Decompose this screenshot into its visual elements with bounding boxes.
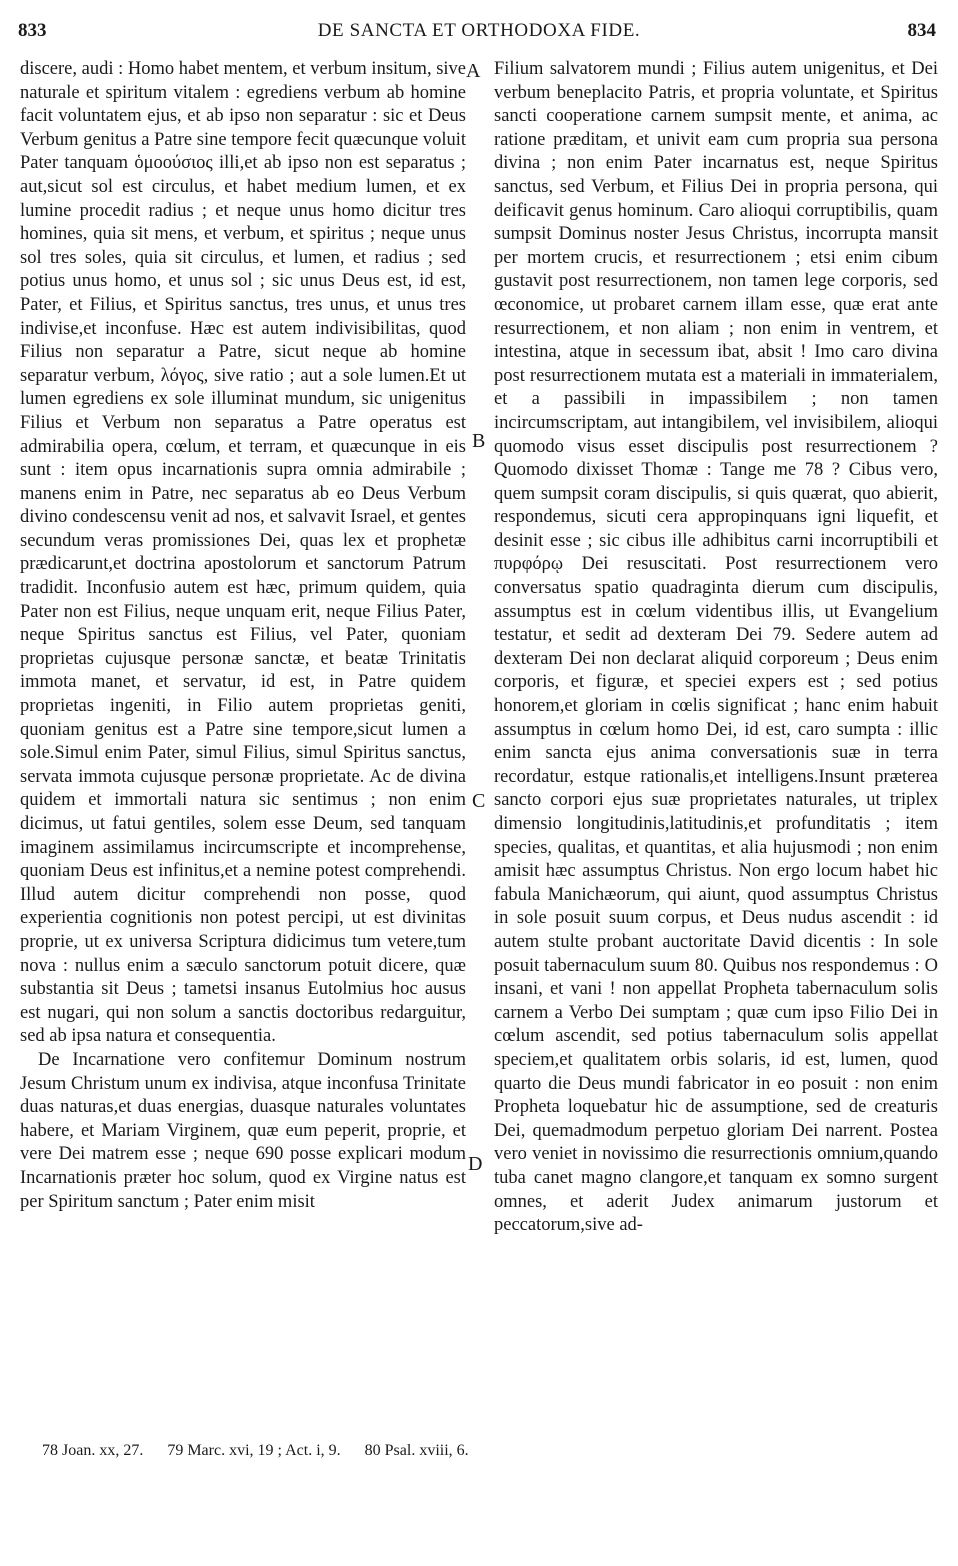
page-number-right: 834 — [907, 20, 936, 41]
margin-letter-d: D — [468, 1153, 483, 1175]
paragraph: discere, audi : Homo habet mentem, et verbum insitum, sive naturale et spiritum vitalem : egrediens verbum ab homine facit voluntatem ejus, et ab ipso non separatur : sic et Deus Verbum genitus a Patre sine tempore fecit quæcunque voluit Pater tanquam ὁμοούσιος illi,et ab ipso non est separatus ; aut,sicut sol est circulus, et habet medium lumen, et ex lumine procedit radius ; et neque unus homo dicitur tres homines, quia sit mens, et verbum, et spiritus ; neque unus sol tres soles, quia sit circulus, et lumen, et radius ; sed potius unus homo, et unus sol ; sic unus Deus est, id est, Pater, et Filius, et Spiritus sanctus, tres unus, et unus tres indivise,et inconfuse. Hæc est autem indivisibilitas, quod Filius non separatur a Patre, sicut neque ab homine separatur verbum, λόγος, sive ratio ; aut a sole lumen.Et ut lumen egrediens ex sole illuminat mundum, sic unigenitus Filius et Verbum non separatus a Patre operatus est admirabilia opera, cœlum, et terram, et quæcunque in eis sunt : item opus incarnationis supra omnia admirabile ; manens enim in Patre, nec separatus ab eo Deus Verbum divino condescensu venit ad nos, et salvavit Israel, et gentes secundum veras promissiones Dei, quas lex et prophetæ prædicarunt,et doctrina apostolorum et sanctorum Patrum tradidit. Inconfusio autem est hæc, primum quidem, quia Pater non est Filius, neque unquam erit, neque Filius Pater, neque Spiritus sanctus est Filius, vel Pater, quoniam proprietas cujusque personæ sanctæ, et beatæ Trinitatis immota manet, et servatur, id est, in Patre quidem proprietas ingeniti, in Filio autem proprietas geniti, quoniam genitus est a Patre sine tempore,sicut lumen a sole.Simul enim Pater, simul Filius, simul Spiritus sanctus, servata immota cujusque personæ proprietate. Ac de divina quidem et immortali natura sic sentimus ; non enim dicimus, ut fatui gentiles, solem esse Deum, sed tanquam imaginem assimilamus incircumscripte et incomprehense, quoniam Deus est infinitus,et a nemine potest comprehendi. Illud autem dicitur comprehendi non posse, quod experientia cognitionis non potest percipi, ut est divinitas proprie, ut ex universa Scriptura didicimus tum vetere,tum nova : nullus enim a sæculo sanctorum potuit dicere, quæ substantia sit Deus ; tametsi insanus Eutolmius hoc ausus est nugari, qui non solum a sanctis doctoribus redarguitur, sed ab ipsa natura et consequentia. — [20, 59, 466, 1047]
footnote-78: 78 Joan. xx, 27. — [42, 1442, 144, 1459]
margin-letter-c: C — [472, 790, 486, 812]
footnote-80: 80 Psal. xviii, 6. — [364, 1442, 469, 1459]
margin-letter-b: B — [472, 430, 486, 452]
paragraph: De Incarnatione vero confitemur Dominum nostrum Jesum Christum unum ex indivisa, atque inconfusa Trinitate duas naturas,et duas energias, duasque naturales voluntates habere, et Mariam Virginem, quæ eum peperit, proprie, et vere Dei matrem esse ; neque 690 posse explicari modum Incarnationis præter hoc solum, quod ex Virgine natus est per Spiritum sanctum ; Pater enim misit — [20, 1049, 466, 1212]
page-number-left: 833 — [18, 20, 47, 41]
footnote-79: 79 Marc. xvi, 19 ; Act. i, 9. — [167, 1442, 341, 1459]
paragraph: Filium salvatorem mundi ; Filius autem unigenitus, et Dei verbum beneplacito Patris, et propria voluntate, et Spiritus sancti cooperatione carnem sumpsit mente, et anima, ac ratione præditam, et univit eam cum propria sua persona divina ; non enim Pater incarnatus est, neque Spiritus sanctus, sed Verbum, et Filius Dei in propria persona, qui deificavit genus hominum. Caro alioqui corruptibilis, quam sumpsit Dominus noster Jesus Christus, incorrupta mansit per mortem crucis, et resurrectionem ; etsi enim cibum gustavit post resurrectionem, non tamen lege corporis, sed œconomice, ut probaret carnem illam esse, quæ erat ante resurrectionem, et non aliam ; non enim in ventrem, et intestina, atque in secessum ibat, absit ! Imo caro divina post resurrectionem mutata est a materiali in immaterialem, et a passibili in impassibilem ; non tamen incircumscriptam, aut intangibilem, vel invisibilem, alioqui quomodo visus esset discipulis post resurrectionem ? Quomodo dixisset Thomæ : Tange me 78 ? Cibus vero, quem sumpsit coram discipulis, si quis quærat, quo abierit, respondemus, sicuti cera appropinquans igni liquefit, et desinit esse ; sic cibus ille adhibitus carni incorruptibili et πυρφόρῳ Dei resuscitati. Post resurrectionem vero conversatus spatio quadraginta dierum cum discipulis, assumptus est in cœlum videntibus illis, ut Evangelium testatur, et sedit ad dexteram Dei 79. Sedere autem ad dexteram Dei non declarat aliquid corporeum ; Deus enim corporis, et figuræ, et speciei expers est ; sed potius honorem,et gloriam in cœlis significat ; hanc enim habuit assumptus in cœlum homo Dei, id est, caro sumpta : illic enim sancta ejus anima conversationis suæ in terra recordatur, estque rationalis,et intelligens.Insunt præterea sancto corpori ejus suæ proprietates naturales, ut triplex dimensio longitudinis,latitudinis,et profunditatis ; item species, qualitas, et quantitas, et alia hujusmodi ; non enim amisit hæc assumptus Christus. Non ergo locum habet hic fabula Manichæorum, qui aiunt, quod assumptus Christus in sole posuit suum corpus, et Deus nudus ascendit : id autem stulte probant auctoritate David dicentis : In sole posuit tabernaculum suum 80. Quibus nos respondemus : O insani, et vani ! non appellat Propheta tabernaculum solis carnem a Verbo Dei sumptam ; quæ cum ipso Filio Dei in cœlum ascendit, sed potius tabernaculum solis appellat speciem,et qualitatem orbis solaris, id est, lumen, quod quarto die Deus mundi fabricator in eo posuit : non enim Propheta loquebatur hic de assumptione, sed de creaturis Dei, quemadmodum perpetuo gloriam Dei narrent. Postea vero veniet in novissimo die resurrectionis omnium,quando tuba canet magno clangore,et tanquam ex somno surgent omnes, et aderit Judex animarum justorum et peccatorum,sive ad- — [494, 59, 938, 1236]
running-title: DE SANCTA ET ORTHODOXA FIDE. — [317, 20, 641, 41]
margin-letter-a: A — [466, 60, 481, 82]
page-header — [0, 14, 958, 44]
text-column-right — [494, 58, 938, 1418]
footnotes — [42, 1442, 922, 1460]
text-column-left — [20, 58, 466, 1418]
